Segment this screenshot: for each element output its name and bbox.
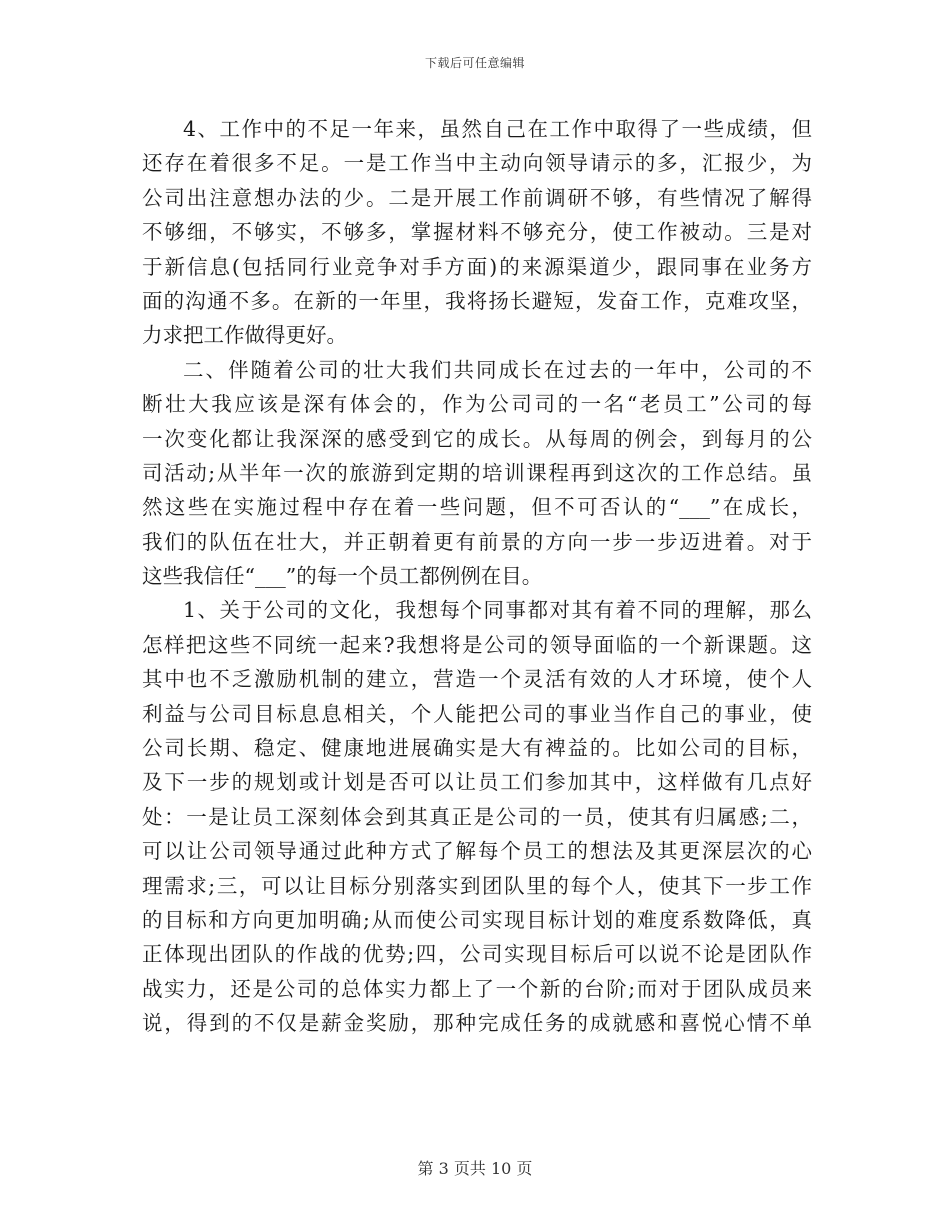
text-line: 面的沟通不多。在新的一年里，我将扬长避短，发奋工作，克难攻坚， [142,288,812,313]
text-line: 1、关于公司的文化，我想每个同事都对其有着不同的理解，那么 [183,598,812,623]
text-line: 这些我信任“___”的每一个员工都例例在目。 [142,564,543,589]
text-line: 理需求;三，可以让目标分别落实到团队里的每个人，使其下一步工作 [142,873,812,898]
text-line: 还存在着很多不足。一是工作当中主动向领导请示的多，汇报少，为 [142,151,812,176]
text-line: 力求把工作做得更好。 [142,323,347,348]
text-line: 其中也不乏激励机制的建立，营造一个灵活有效的人才环境，使个人 [142,667,812,692]
text-line: 利益与公司目标息息相关，个人能把公司的事业当作自己的事业，使 [142,701,812,726]
document-body [142,112,812,1041]
text-line: 不够细，不够实，不够多，掌握材料不够充分，使工作被动。三是对 [142,220,812,245]
text-line: 正体现出团队的作战的优势;四，公司实现目标后可以说不论是团队作 [142,942,812,967]
text-line: 二、伴随着公司的壮大我们共同成长在过去的一年中，公司的不 [183,357,812,382]
text-line: 怎样把这些不同统一起来?我想将是公司的领导面临的一个新课题。这 [142,632,812,657]
text-line: 及下一步的规划或计划是否可以让员工们参加其中，这样做有几点好 [142,770,812,795]
text-line: 我们的队伍在壮大，并正朝着更有前景的方向一步一步迈进着。对于 [142,529,812,554]
page-footer: 第 3 页共 10 页 [417,1159,533,1178]
text-line: 4、工作中的不足一年来，虽然自己在工作中取得了一些成绩，但 [183,117,812,141]
page-header: 下载后可任意编辑 [424,56,525,70]
text-line: 公司出注意想办法的少。二是开展工作前调研不够，有些情况了解得 [142,185,812,210]
text-line: 断壮大我应该是深有体会的，作为公司司的一名“老员工”公司的每 [142,392,812,417]
text-line: 的目标和方向更加明确;从而使公司实现目标计划的难度系数降低，真 [142,907,812,932]
text-line: 说，得到的不仅是薪金奖励，那种完成任务的成就感和喜悦心情不单 [142,1011,812,1036]
text-line: 然这些在实施过程中存在着一些问题，但不可否认的“___”在成长， [142,495,812,520]
text-line: 于新信息(包括同行业竞争对手方面)的来源渠道少，跟同事在业务方 [142,254,812,279]
text-line: 可以让公司领导通过此种方式了解每个员工的想法及其更深层次的心 [142,839,812,864]
text-line: 战实力，还是公司的总体实力都上了一个新的台阶;而对于团队成员来 [142,976,812,1001]
text-line: 司活动;从半年一次的旅游到定期的培训课程再到这次的工作总结。虽 [142,460,812,485]
text-line: 一次变化都让我深深的感受到它的成长。从每周的例会，到每月的公 [142,426,812,451]
text-line: 公司长期、稳定、健康地进展确实是大有裨益的。比如公司的目标， [142,736,812,761]
text-line: 处：一是让员工深刻体会到其真正是公司的一员，使其有归属感;二， [142,804,812,829]
